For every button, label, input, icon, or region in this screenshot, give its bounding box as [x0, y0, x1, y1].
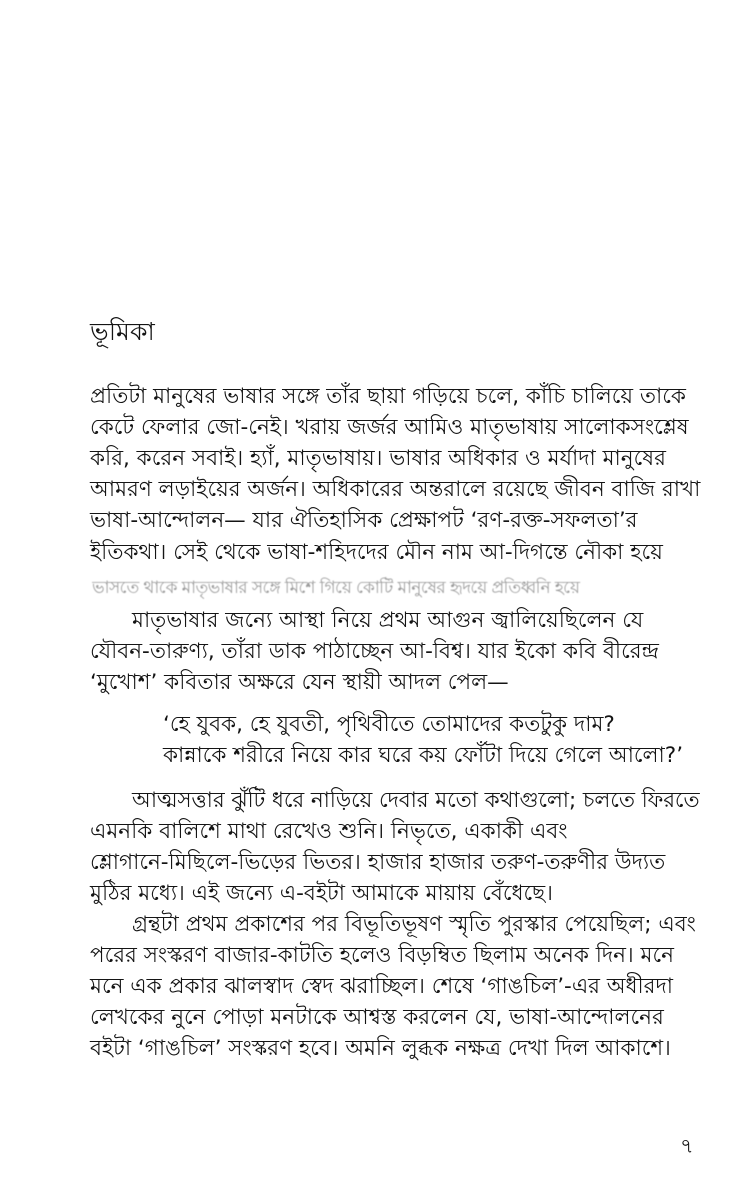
paragraph-2-line-2: যৌবন-তারুণ্য, তাঁরা ডাক পাঠাচ্ছেন আ-বিশ্ব। যার ইকো কবি বীরেন্দ্র [90, 639, 659, 664]
paragraph-3-line-1: আত্মসত্তার ঝুঁটি ধরে নাড়িয়ে দেবার মতো কথাগুলো; চলতে ফিরতে [132, 788, 700, 813]
paragraph-3-line-2: এমনকি বালিশে মাথা রেখেও শুনি। নিভৃতে, একাকী এবং [90, 819, 568, 844]
paragraph-2-line-3: ‘মুখোশ’ কবিতার অক্ষরে যেন স্থায়ী আদল পেল— [90, 670, 509, 695]
paragraph-2-line-1: মাতৃভাষার জন্যে আস্থা নিয়ে প্রথম আগুন জ্বালিয়েছিলেন যে [132, 608, 644, 633]
paragraph-3-line-3: শ্লোগানে-মিছিলে-ভিড়ের ভিতর। হাজার হাজার তরুণ-তরুণীর উদ্যত [90, 850, 666, 875]
paragraph-4-line-4: লেখকের নুনে পোড়া মনটাকে আশ্বস্ত করলেন যে, ভাষা-আন্দোলনের [90, 1005, 664, 1030]
paragraph-4-line-2: পরের সংস্করণ বাজার-কাটতি হলেও বিড়ম্বিত ছিলাম অনেক দিন। মনে [90, 943, 674, 968]
paragraph-1-line-3: করি, করেন সবাই। হ্যাঁ, মাতৃভাষায়। ভাষার অধিকার ও মর্যাদা মানুষের [90, 446, 666, 471]
faded-print-line: ভাসতে থাকে মাতৃভাষার সঙ্গে মিশে গিয়ে কোটি মানুষের হৃদয়ে প্রতিধ্বনি হয়ে [92, 578, 580, 598]
paragraph-1-line-2: কেটে ফেলার জো-নেই। খরায় জর্জর আমিও মাতৃভাষায় সালোকসংশ্লেষ [90, 415, 689, 440]
paragraph-1-line-6: ইতিকথা। সেই থেকে ভাষা-শহিদদের মৌন নাম আ-দিগন্তে নৌকা হয়ে [90, 540, 663, 565]
paragraph-4-line-1: গ্রন্থটা প্রথম প্রকাশের পর বিভূতিভূষণ স্মৃতি পুরস্কার পেয়েছিল; এবং [132, 912, 696, 937]
paragraph-1-line-1: প্রতিটা মানুষের ভাষার সঙ্গে তাঁর ছায়া গড়িয়ে চলে, কাঁচি চালিয়ে তাকে [90, 384, 686, 409]
paragraph-1-line-4: আমরণ লড়াইয়ের অর্জন। অধিকারের অন্তরালে রয়েছে জীবন বাজি রাখা [90, 477, 701, 502]
quote-line-1: ‘হে যুবক, হে যুবতী, পৃথিবীতে তোমাদের কতটুকু দাম? [163, 712, 615, 737]
paragraph-4-line-5: বইটা ‘গাঙচিল’ সংস্করণ হবে। অমনি লুব্ধক নক্ষত্র দেখা দিল আকাশে। [90, 1036, 671, 1061]
paragraph-4-line-3: মনে এক প্রকার ঝালস্বাদ স্বেদ ঝরাচ্ছিল। শেষে ‘গাঙচিল’-এর অধীরদা [90, 974, 674, 999]
paragraph-3-line-4: মুঠির মধ্যে। এই জন্যে এ-বইটা আমাকে মায়ায় বেঁধেছে। [90, 881, 553, 906]
paragraph-1-line-5: ভাষা-আন্দোলন— যার ঐতিহাসিক প্রেক্ষাপট ‘রণ-রক্ত-সফলতা’র [90, 508, 638, 533]
page-number: ৭ [680, 1134, 694, 1158]
quote-line-2: কান্নাকে শরীরে নিয়ে কার ঘরে কয় ফোঁটা দিয়ে গেলে আলো?’ [163, 743, 684, 768]
section-heading: ভূমিকা [90, 317, 156, 346]
